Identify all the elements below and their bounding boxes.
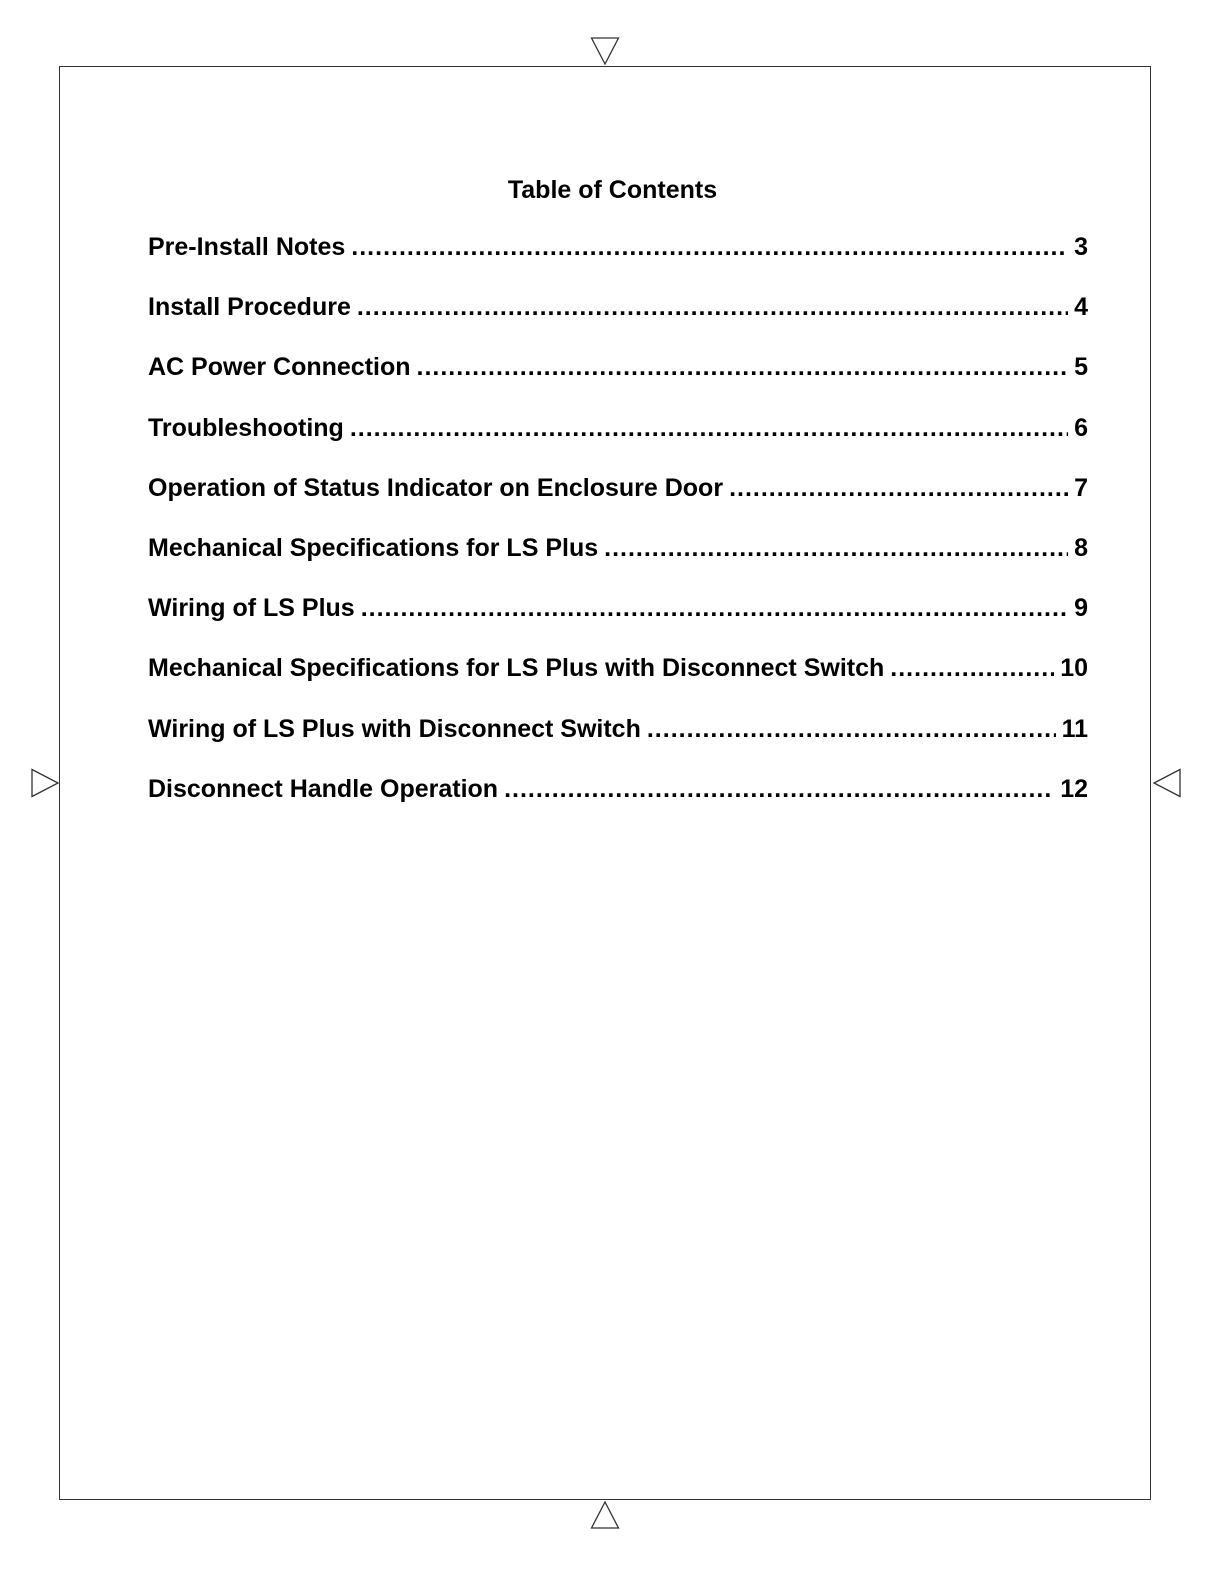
toc-entry-disconnect-handle[interactable] [148,775,1088,835]
dot-leader [647,715,1056,744]
toc-entry-page: 10 [1060,654,1088,683]
toc-entry-title: Mechanical Specifications for LS Plus [148,533,599,562]
toc-entry-page: 7 [1074,473,1088,502]
toc-entry-page: 9 [1074,594,1088,623]
toc-entry-page: 12 [1060,774,1088,803]
toc-entry-page: 3 [1074,233,1088,261]
toc-entry-status-indicator[interactable] [148,474,1088,534]
left-triangle-icon [1152,768,1182,798]
toc-entry-wiring-disconnect[interactable] [148,715,1088,775]
toc-entry-title: Troubleshooting [148,413,344,442]
up-triangle-icon [590,1500,620,1530]
dot-leader [417,353,1069,382]
toc-entry-title: Install Procedure [148,293,351,322]
dot-leader [350,414,1068,443]
toc-entry-install-procedure[interactable] [148,293,1088,353]
toc-entry-title: AC Power Connection [148,353,411,382]
dot-leader [729,474,1068,503]
down-triangle-icon [590,36,620,66]
toc-entry-page: 6 [1074,413,1088,442]
toc-entry-wiring[interactable] [148,594,1088,654]
dot-leader [357,293,1068,322]
toc-entry-page: 5 [1074,353,1088,382]
toc-entry-title: Wiring of LS Plus [148,594,355,623]
toc-entry-page: 4 [1074,293,1088,322]
dot-leader [351,233,1068,262]
toc-entry-title: Wiring of LS Plus with Disconnect Switch [148,714,641,743]
toc-entry-page: 11 [1061,714,1088,743]
dot-leader [504,775,1054,804]
toc-entry-title: Mechanical Specifications for LS Plus with Disconnect Switch [148,654,885,683]
toc-entry-title: Pre-Install Notes [148,233,346,261]
toc-entry-troubleshooting[interactable] [148,414,1088,474]
right-triangle-icon [30,768,60,798]
toc-list [148,233,1088,835]
toc-entry-page: 8 [1074,533,1088,562]
toc-entry-ac-power-connection[interactable] [148,353,1088,413]
toc-entry-title: Operation of Status Indicator on Enclosure Door [148,473,724,502]
toc-entry-title: Disconnect Handle Operation [148,774,499,803]
toc-entry-mechanical-specs[interactable] [148,534,1088,594]
dot-leader [604,534,1068,563]
dot-leader [361,594,1068,623]
toc-title: Table of Contents [507,176,718,204]
toc-entry-mechanical-specs-disconnect[interactable] [148,654,1088,714]
toc-entry-pre-install-notes[interactable] [148,233,1088,293]
dot-leader [890,654,1054,683]
